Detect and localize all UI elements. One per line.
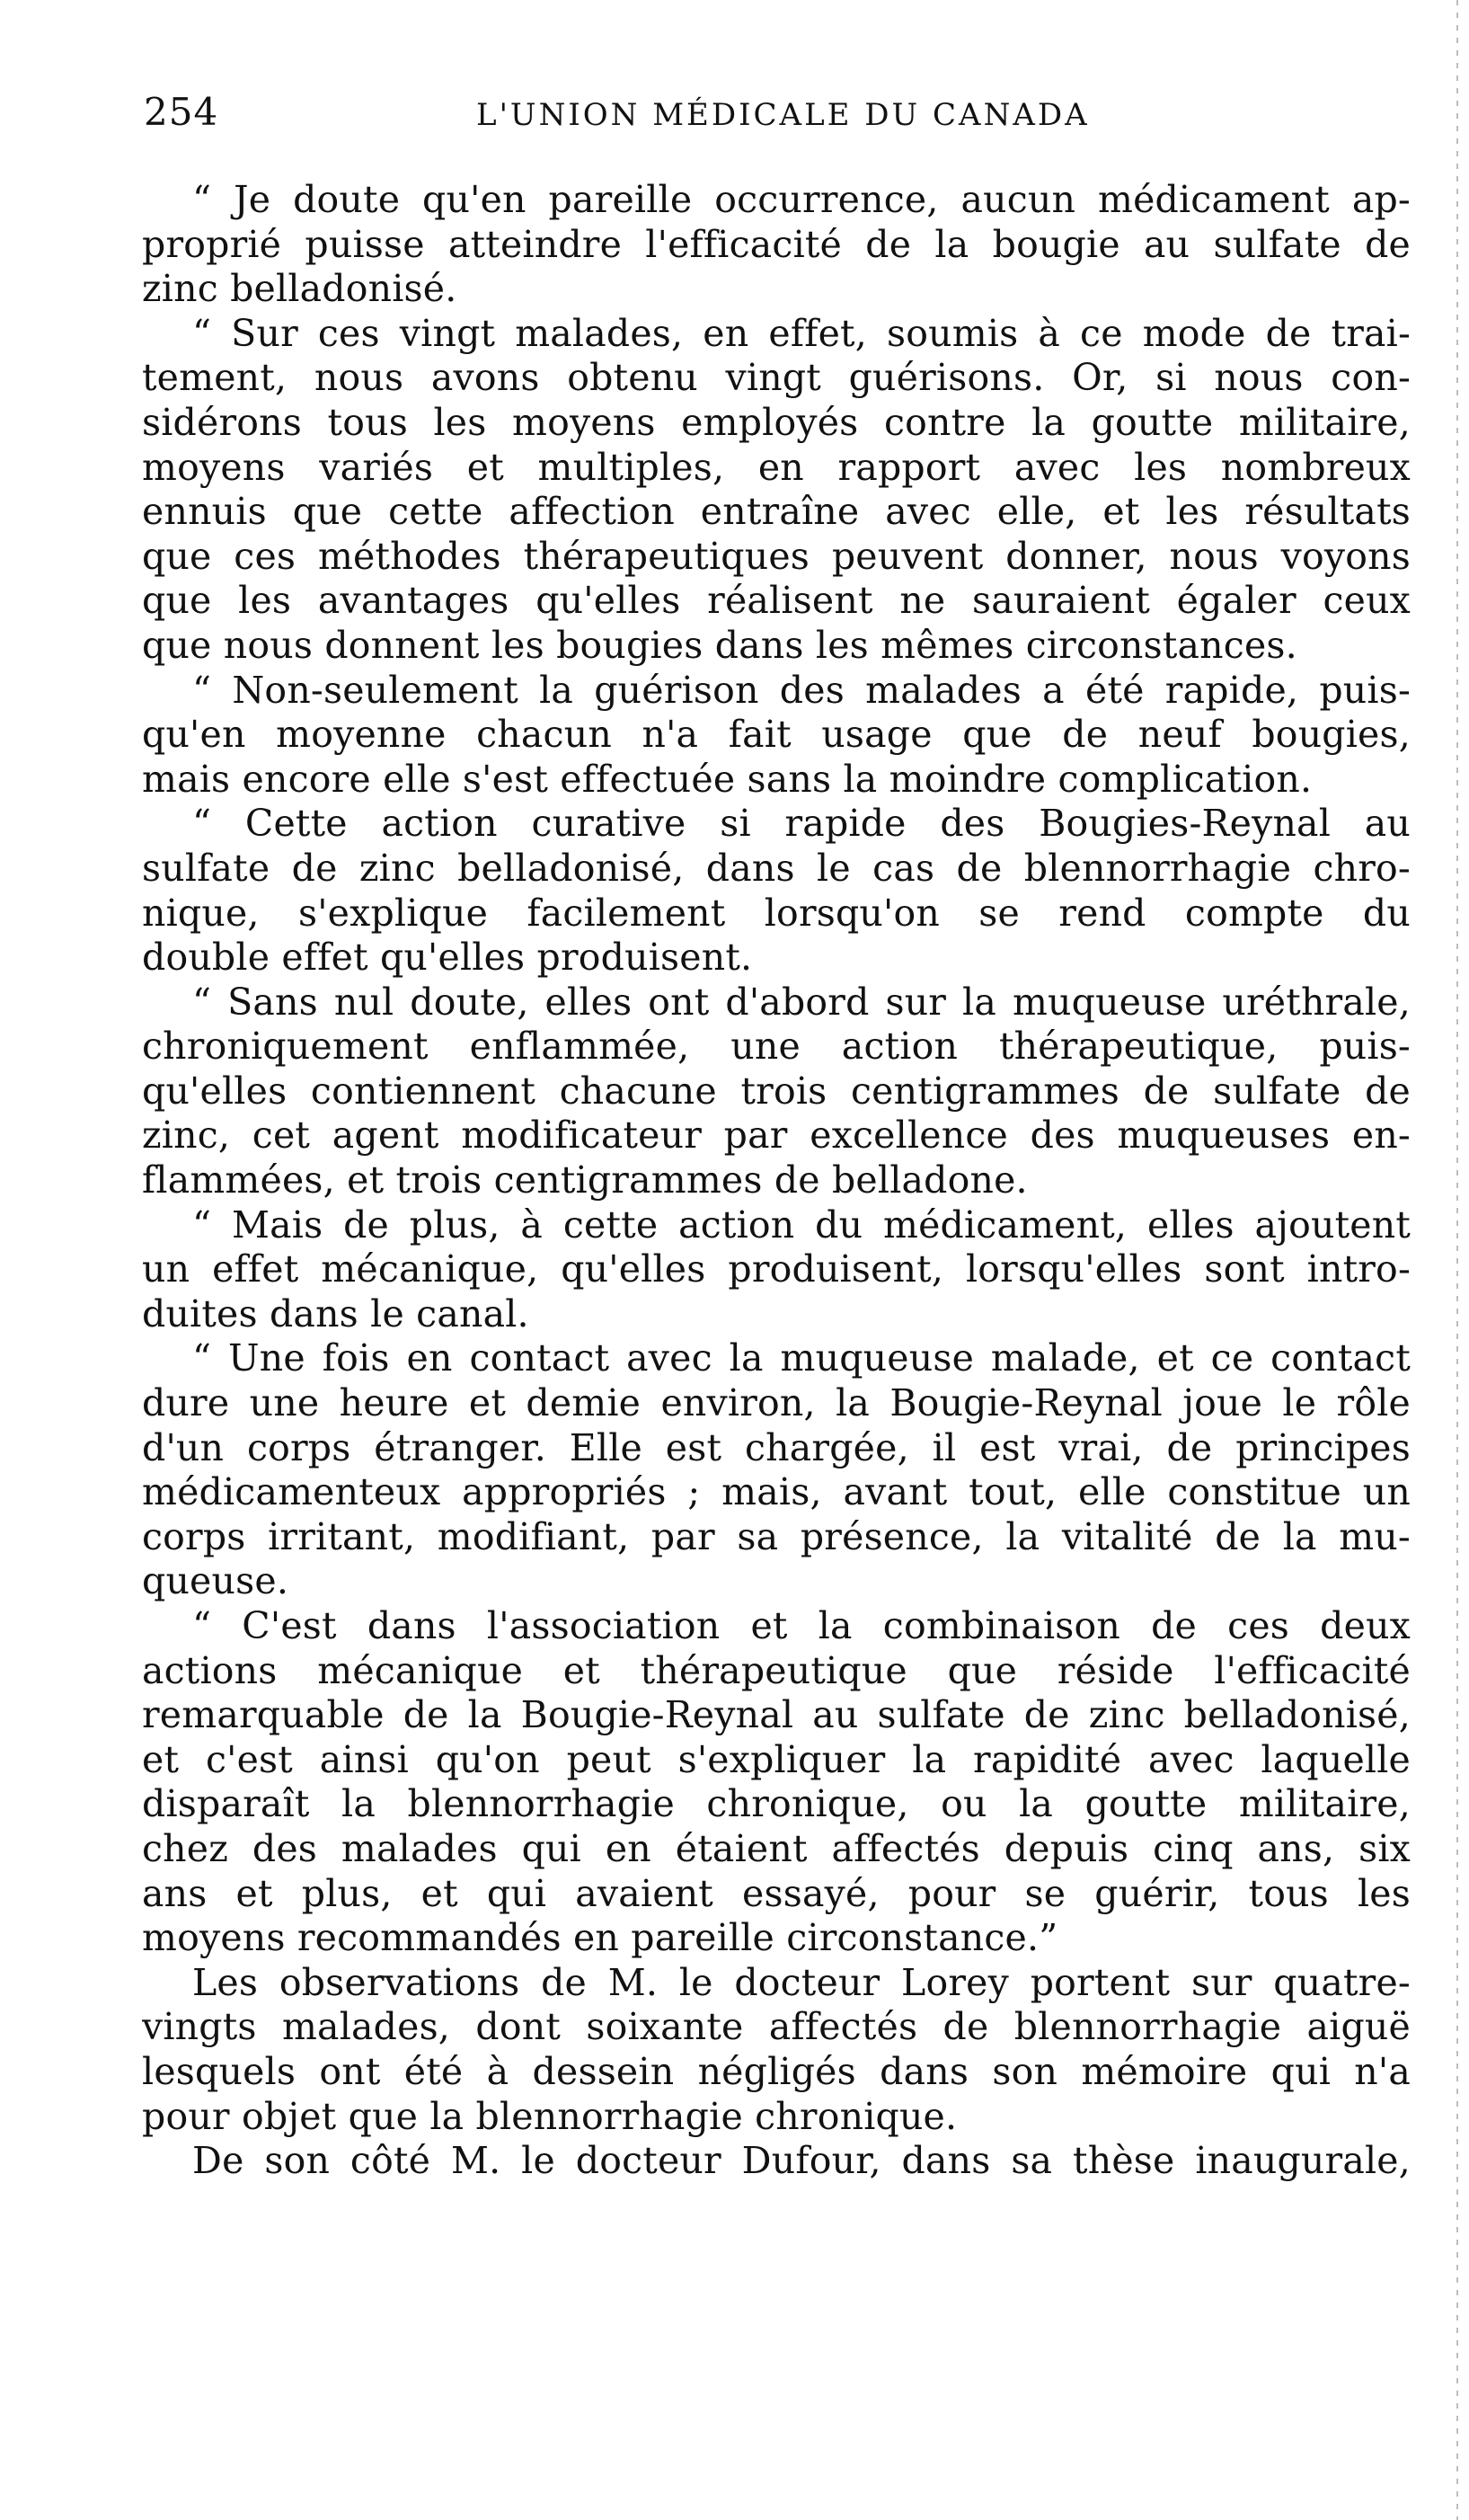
text-line: “ Une fois en contact avec la muqueuse malade, et ce contact <box>192 1336 1411 1380</box>
text-line: qu'elles contiennent chacune trois centigrammes de sulfate de <box>142 1069 1411 1113</box>
text-line: nique, s'explique facilement lorsqu'on se rend compte du <box>142 891 1411 935</box>
text-line: chroniquement enflammée, une action thérapeutique, puis- <box>142 1025 1411 1069</box>
text-line: “ Mais de plus, à cette action du médicament, elles ajoutent <box>192 1202 1411 1247</box>
text-line: disparaît la blennorrhagie chronique, ou la goutte militaire, <box>142 1782 1411 1826</box>
text-line: “ Sur ces vingt malades, en effet, soumis à ce mode de trai- <box>192 311 1411 355</box>
text-line: corps irritant, modifiant, par sa présence, la vitalité de la mu- <box>142 1514 1411 1558</box>
text-line: médicamenteux appropriés ; mais, avant tout, elle constitue un <box>142 1470 1411 1514</box>
text-line: tement, nous avons obtenu vingt guérisons. Or, si nous con- <box>142 356 1411 400</box>
text-line: moyens recommandés en pareille circonstance.” <box>142 1916 1058 1960</box>
text-line: actions mécanique et thérapeutique que réside l'efficacité <box>142 1648 1411 1692</box>
text-line: queuse. <box>142 1559 289 1603</box>
text-line: “ Non-seulement la guérison des malades a été rapide, puis- <box>192 668 1411 712</box>
text-line: chez des malades qui en étaient affectés depuis cinq ans, six <box>142 1826 1411 1870</box>
text-line: “ Cette action curative si rapide des Bougies-Reynal au <box>192 802 1411 846</box>
text-line: “ Sans nul doute, elles ont d'abord sur la muqueuse uréthrale, <box>192 980 1411 1024</box>
text-line: “ Je doute qu'en pareille occurrence, aucun médicament ap- <box>192 178 1411 221</box>
text-line: et c'est ainsi qu'on peut s'expliquer la rapidité avec laquelle <box>142 1737 1411 1781</box>
text-line: vingts malades, dont soixante affectés de blennorrhagie aiguë <box>142 2005 1411 2049</box>
text-line: ennuis que cette affection entraîne avec elle, et les résultats <box>142 490 1411 534</box>
text-line: De son côté M. le docteur Dufour, dans sa thèse inaugurale, <box>192 2139 1411 2183</box>
text-line: zinc, cet agent modificateur par excellence des muqueuses en- <box>142 1114 1411 1158</box>
body-text <box>142 178 1411 2184</box>
text-line: que les avantages qu'elles réalisent ne sauraient égaler ceux <box>142 579 1411 623</box>
text-line: dure une heure et demie environ, la Bougie-Reynal joue le rôle <box>142 1381 1411 1425</box>
text-line: mais encore elle s'est effectuée sans la moindre complication. <box>142 757 1313 801</box>
page-edge-rule <box>1456 0 1458 2520</box>
text-line: sidérons tous les moyens employés contre la goutte militaire, <box>142 400 1411 444</box>
text-line: double effet qu'elles produisent. <box>142 936 753 980</box>
text-line: duites dans le canal. <box>142 1291 529 1335</box>
text-line: “ C'est dans l'association et la combinaison de ces deux <box>192 1604 1411 1647</box>
text-line: ans et plus, et qui avaient essayé, pour se guérir, tous les <box>142 1871 1411 1915</box>
text-line: qu'en moyenne chacun n'a fait usage que de neuf bougies, <box>142 713 1411 757</box>
page-number: 254 <box>144 90 219 134</box>
page-header <box>144 90 1411 144</box>
text-line: sulfate de zinc belladonisé, dans le cas de blennorrhagie chro- <box>142 846 1411 890</box>
text-line: d'un corps étranger. Elle est chargée, il est vrai, de principes <box>142 1425 1411 1469</box>
text-line: zinc belladonisé. <box>142 267 457 311</box>
text-line: que ces méthodes thérapeutiques peuvent donner, nous voyons <box>142 534 1411 578</box>
text-line: flammées, et trois centigrammes de belladone. <box>142 1158 1028 1202</box>
text-line: Les observations de M. le docteur Lorey portent sur quatre- <box>192 1960 1411 2004</box>
text-line: un effet mécanique, qu'elles produisent, lorsqu'elles sont intro- <box>142 1247 1411 1291</box>
running-title: L'UNION MÉDICALE DU CANADA <box>476 97 1090 133</box>
text-line: lesquels ont été à dessein négligés dans son mémoire qui n'a <box>142 2049 1411 2093</box>
text-line: que nous donnent les bougies dans les mêmes circonstances. <box>142 623 1297 667</box>
text-line: pour objet que la blennorrhagie chronique. <box>142 2094 958 2138</box>
text-line: proprié puisse atteindre l'efficacité de la bougie au sulfate de <box>142 222 1411 266</box>
text-line: moyens variés et multiples, en rapport avec les nombreux <box>142 445 1411 489</box>
text-line: remarquable de la Bougie-Reynal au sulfate de zinc belladonisé, <box>142 1693 1411 1737</box>
